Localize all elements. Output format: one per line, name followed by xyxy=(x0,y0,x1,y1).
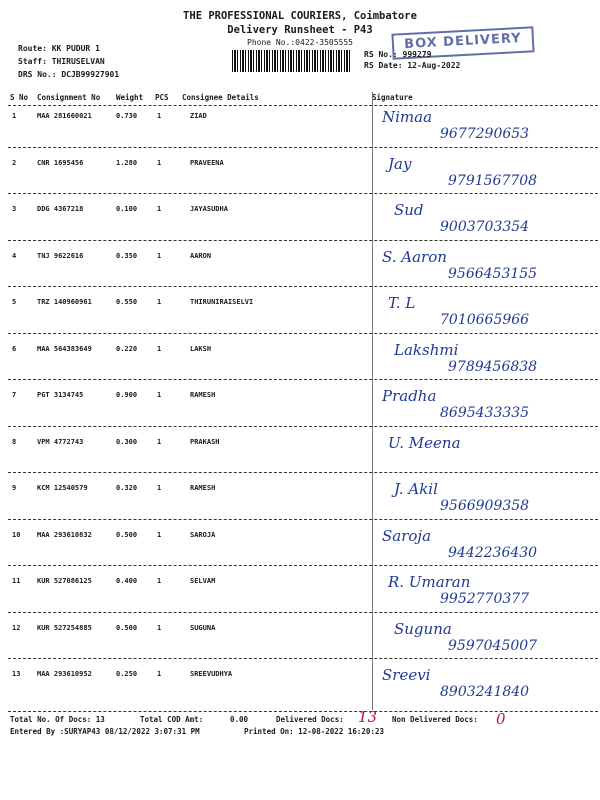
cell-consignee: SAROJA xyxy=(190,530,216,539)
cell-consignment-no: PGT 3134745 xyxy=(37,391,84,399)
cell-weight: 0.320 xyxy=(116,484,138,492)
row-divider xyxy=(8,658,598,659)
barcode-image xyxy=(232,50,352,72)
signature-name: Jay xyxy=(388,154,412,173)
signature-phone: 9566909358 xyxy=(440,498,530,514)
signature-phone: 9597045007 xyxy=(448,637,538,654)
cell-sno: 9 xyxy=(12,484,17,492)
cell-sno: 10 xyxy=(12,530,21,539)
rs-number: RS No.: 999279 xyxy=(364,50,432,59)
drs-number: DRS No.: DCJB99927901 xyxy=(18,70,120,79)
signature-name: Saroja xyxy=(382,526,432,545)
signature-phone: 9789456838 xyxy=(448,358,538,375)
cell-weight: 0.500 xyxy=(116,623,138,632)
cell-pcs: 1 xyxy=(157,158,162,167)
cell-weight: 0.250 xyxy=(116,670,138,678)
cell-consignment-no: CNR 1695456 xyxy=(37,158,84,167)
cell-sno: 7 xyxy=(12,391,17,399)
cell-consignee: LAKSH xyxy=(190,344,212,353)
total-docs: Total No. Of Docs: 13 xyxy=(10,715,105,724)
cell-weight: 0.400 xyxy=(116,577,138,585)
cell-consignee: AARON xyxy=(190,251,212,260)
cell-consignment-no: KCM 12540579 xyxy=(37,484,88,492)
cell-consignee: ZIAD xyxy=(190,112,207,120)
signature-phone: 7010665966 xyxy=(440,312,530,328)
cell-pcs: 1 xyxy=(157,251,162,260)
signature-name: Pradha xyxy=(382,387,437,405)
cell-consignment-no: MAA 281660021 xyxy=(37,112,92,120)
non-delivered-docs-label: Non Delivered Docs: xyxy=(392,715,478,724)
cell-sno: 5 xyxy=(12,298,17,306)
signature-name: Sud xyxy=(394,201,424,219)
row-divider xyxy=(8,519,598,520)
cell-consignment-no: TRZ 140960961 xyxy=(37,298,92,306)
cell-consignee: SELVAM xyxy=(190,577,216,585)
cell-pcs: 1 xyxy=(157,530,162,539)
staff-label: Staff: THIRUSELVAN xyxy=(18,57,105,66)
document-subtitle: Delivery Runsheet - P43 xyxy=(227,24,373,36)
cell-sno: 1 xyxy=(12,112,17,120)
row-divider xyxy=(8,379,598,380)
signature-name: S. Aaron xyxy=(382,247,447,266)
signature-name: R. Umaran xyxy=(388,573,471,591)
signature-phone: 9952770377 xyxy=(440,591,530,607)
cell-consignment-no: MAA 564383649 xyxy=(37,344,92,353)
cell-pcs: 1 xyxy=(157,670,162,678)
signature-name: T. L xyxy=(388,294,416,312)
cell-consignee: RAMESH xyxy=(190,484,216,492)
phone-number: Phone No.:0422-3505555 xyxy=(247,38,353,47)
printed-on: Printed On: 12-08-2022 16:20:23 xyxy=(244,727,384,736)
cell-weight: 0.730 xyxy=(116,112,138,120)
col-header-signature: Signature xyxy=(372,93,413,102)
col-header-sno: S No xyxy=(10,93,29,102)
row-divider xyxy=(8,472,598,473)
document-title: THE PROFESSIONAL COURIERS, Coimbatore xyxy=(183,10,417,22)
header-divider xyxy=(8,105,598,106)
row-divider xyxy=(8,426,598,427)
signature-phone: 9791567708 xyxy=(448,172,538,189)
cell-pcs: 1 xyxy=(157,112,162,120)
signature-phone: 9003703354 xyxy=(440,219,530,235)
cell-consignee: SUGUNA xyxy=(190,623,216,632)
cell-pcs: 1 xyxy=(157,623,162,632)
cell-consignment-no: MAA 293610952 xyxy=(37,670,92,678)
cell-weight: 0.300 xyxy=(116,437,138,446)
cell-consignee: PRAKASH xyxy=(190,437,220,446)
signature-phone: 8903241840 xyxy=(440,684,530,700)
cell-consignment-no: TNJ 9622616 xyxy=(37,251,84,260)
cell-consignee: JAYASUDHA xyxy=(190,205,228,213)
cell-consignee: PRAVEENA xyxy=(190,158,224,167)
cell-weight: 0.350 xyxy=(116,251,138,260)
cell-weight: 1.280 xyxy=(116,158,138,167)
total-cod-value: 0.00 xyxy=(230,715,249,724)
delivered-docs-value: 13 xyxy=(358,708,378,726)
cell-consignee: RAMESH xyxy=(190,391,216,399)
cell-consignee: THIRUNIRAISELVI xyxy=(190,298,254,306)
cell-consignee: SREEVUDHYA xyxy=(190,670,233,678)
signature-name: Nimaa xyxy=(382,108,433,126)
signature-name: J. Akil xyxy=(394,480,438,498)
signature-name: Sreevi xyxy=(382,666,431,684)
cell-sno: 6 xyxy=(12,344,17,353)
row-divider xyxy=(8,193,598,194)
cell-pcs: 1 xyxy=(157,577,162,585)
cell-weight: 0.500 xyxy=(116,530,138,539)
entered-by: Entered By :SURYAP43 08/12/2022 3:07:31 PM xyxy=(10,727,200,736)
row-divider xyxy=(8,612,598,613)
signature-column-divider xyxy=(372,92,373,710)
row-divider xyxy=(8,286,598,287)
cell-pcs: 1 xyxy=(157,205,162,213)
cell-sno: 3 xyxy=(12,205,17,213)
cell-pcs: 1 xyxy=(157,437,162,446)
cell-sno: 4 xyxy=(12,251,17,260)
footer-divider xyxy=(8,711,598,712)
cell-sno: 2 xyxy=(12,158,17,167)
cell-consignment-no: KUR 527254885 xyxy=(37,623,92,632)
col-header-pcs: PCS xyxy=(155,93,169,102)
cell-consignment-no: VPM 4772743 xyxy=(37,437,84,446)
route-label: Route: KK PUDUR 1 xyxy=(18,44,100,53)
row-divider xyxy=(8,147,598,148)
col-header-consignee: Consignee Details xyxy=(182,93,259,102)
cell-weight: 0.550 xyxy=(116,298,138,306)
cell-weight: 0.900 xyxy=(116,391,138,399)
signature-name: Suguna xyxy=(394,619,452,638)
row-divider xyxy=(8,565,598,566)
non-delivered-docs-value: 0 xyxy=(496,710,506,728)
cell-consignment-no: DDG 4367218 xyxy=(37,205,84,213)
cell-pcs: 1 xyxy=(157,484,162,492)
cell-consignment-no: KUR 527086125 xyxy=(37,577,92,585)
delivered-docs-label: Delivered Docs: xyxy=(276,715,344,724)
cell-weight: 0.100 xyxy=(116,205,138,213)
signature-phone: 9442236430 xyxy=(448,544,538,561)
col-header-weight: Weight xyxy=(116,93,144,102)
signature-name: Lakshmi xyxy=(394,340,459,359)
cell-weight: 0.220 xyxy=(116,344,138,353)
rs-date: RS Date: 12-Aug-2022 xyxy=(364,61,461,70)
signature-phone: 8695433335 xyxy=(440,405,530,421)
signature-name: U. Meena xyxy=(388,433,461,452)
signature-phone: 9677290653 xyxy=(440,126,530,142)
cell-pcs: 1 xyxy=(157,391,162,399)
cell-sno: 11 xyxy=(12,577,21,585)
row-divider xyxy=(8,333,598,334)
total-cod-label: Total COD Amt: xyxy=(140,715,204,724)
signature-phone: 9566453155 xyxy=(448,265,538,282)
box-delivery-stamp: BOX DELIVERY xyxy=(391,26,534,59)
cell-sno: 8 xyxy=(12,437,17,446)
cell-pcs: 1 xyxy=(157,344,162,353)
cell-pcs: 1 xyxy=(157,298,162,306)
col-header-consignment: Consignment No xyxy=(37,93,101,102)
cell-sno: 13 xyxy=(12,670,21,678)
row-divider xyxy=(8,240,598,241)
cell-sno: 12 xyxy=(12,623,21,632)
cell-consignment-no: MAA 293610832 xyxy=(37,530,92,539)
